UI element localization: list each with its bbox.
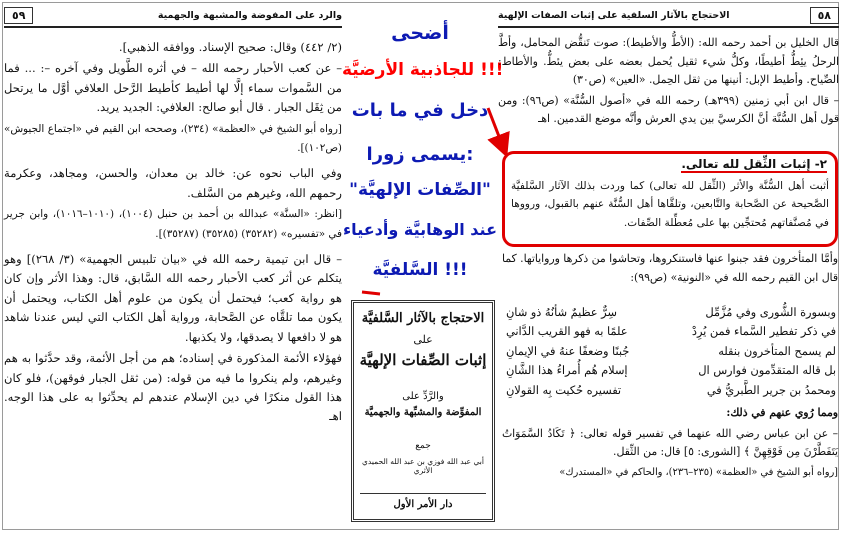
- verse-first-half: لم يسمح المتأخرون بنقله: [718, 344, 836, 358]
- annotation-line: دخل في ما بات: [351, 100, 489, 121]
- cover-author: أبي عبد الله فوزي بن عبد الله الحميدي الأثري: [361, 457, 485, 475]
- verse-row: [506, 384, 836, 403]
- right-paragraph: وأمَّا المتأخرون فقد جبنوا عنها فاستنكروها، وتحاشوا من ذكرها ورواياتها. كما قال ابن القيم رحمه الله في «النونية» (ص٩٩):: [502, 252, 838, 284]
- left-paragraph: – عن كعب الأحبار رحمه الله – في أثره الطَّويل وفي آخره –: ... فما من السَّموات سماء إلَّا لها أطيط كأطيط الرَّحل العلافي أوَّل ما يرتحل من ثِقَل الجبار . قال أبو صالح: العلافي: الجديد يريد.: [4, 61, 342, 115]
- cover-publisher: دار الأمر الأول: [393, 499, 453, 510]
- left-paragraph: (٢/ ٤٤٢) وقال: صحيح الإسناد. ووافقه الذهبي].: [118, 40, 342, 54]
- section-text: أثبت أهل السُّنَّة والأثر (الثِّقل لله تعالى) كما وردت بذلك الآثار السَّلفيَّة الصَّحيحة عن الصَّحابة والتَّابعين، وتلقَّاها أهل السُّنَّة عنهم بالقبول، ورووها في مُصنَّفاتهم مُحتجِّين بها على مُعطِّلة الصِّفات.: [511, 180, 829, 229]
- highlight-box: [502, 151, 838, 247]
- cover-author-label: جمع: [415, 441, 431, 451]
- verse-row: [506, 364, 836, 383]
- cover-title-line: الاحتجاج بالآثار السَّلفيَّة: [361, 311, 485, 326]
- annotation-line: أضحى: [391, 22, 449, 44]
- verse-second-half: جُبنًا وضعفًا عنهُ في الإيمانِ: [506, 344, 630, 358]
- left-reference: [رواه أبو الشيخ في «العظمة» (٢٣٤)، وصححه ابن القيم في «اجتماع الجيوش» (ص١٠٢)].: [4, 122, 342, 155]
- left-paragraph: فهؤلاء الأئمة المذكورة في إسناده؛ هم من أجل الأئمة، وقد حدَّثوا به هم وغيرهم، ولم ينكروا ما فيه من قوله: (من ثقل الجبار فوقهن)، فلو كان هذا القول منكرًا في دين الإسلام عندهم لم يحدِّثوا به على هذا الوجه. اهـ: [4, 351, 342, 424]
- annotation-line: يسمى زورا:: [366, 144, 474, 165]
- annotation-line: "الصِّفات الإلهيَّة": [349, 180, 491, 200]
- right-intro: [498, 34, 839, 131]
- right-paragraph: – قال ابن أبي زمنين (٣٩٩هـ) رحمه الله في «أصول السُّنَّة» (ص٩٦): ومن قول أهل السُّنَّة أنَّ الكرسيَّ بين يدي العرش وأنَّه موضع القدمين. اهـ: [498, 93, 839, 126]
- book-cover: [351, 300, 495, 522]
- annotation-line-red: للجاذبية الأرضيَّة !!!: [342, 60, 504, 80]
- left-header-title: والرد على المفوضة والمشبهة والجهمية: [157, 9, 342, 21]
- right-paragraph: قال الخليل بن أحمد رحمه الله: (الأطُّ والأطيط): صوت تَنقُّض المحامل، وأطَّ الرحلُ يئِطُّ أطيطًا، وكلُّ شيء ثقيل يُحمل بعضه على بعض يئطُّ. والأطاط: الصِّياح. وأطيط الإبل: أنينها من ثقل الحِمل. «العين» (ص٣٠): [498, 36, 839, 87]
- left-page-number: ٥٩: [4, 7, 33, 24]
- verse-second-half: علمًا به فهو القريب الدَّاني: [506, 325, 628, 339]
- footer-reference: [رواه أبو الشيخ في «العظمة» (٢٣٥–٢٣٦)، والحاكم في «المستدرك»: [559, 466, 838, 478]
- verse-row: [506, 325, 836, 344]
- cover-subtitle: والرَّدِّ على: [402, 391, 444, 402]
- verse-second-half: إسلام هُم أُمراءُ هذا الشَّانِ: [506, 364, 628, 378]
- right-page-header: [498, 4, 839, 28]
- right-header-title: الاحتجاج بالآثار السلفية على إثبات الصفات الإلهية: [498, 9, 730, 21]
- verse-second-half: سِرٌّ عظيمٌ شأنُهُ ذو شانِ: [506, 306, 617, 319]
- section-title: ٢- إثبات الثِّقل لله تعالى.: [681, 157, 827, 171]
- verse-first-half: ومحمدُ بن جرير الطَّبريُّ في: [706, 383, 836, 397]
- narrations-title: ومما رُوي عنهم في ذلك:: [726, 406, 838, 419]
- narrations: [502, 404, 838, 484]
- cover-subtitle: المفوِّضة والمشبِّهة والجهميَّة: [364, 407, 482, 418]
- right-page-number: ٥٨: [810, 7, 839, 24]
- left-book-page: [4, 4, 342, 528]
- verse-first-half: في ذكر تفطير السَّماء فمن يُرِدْ: [691, 325, 836, 339]
- annotation-line: السَّلفيَّة !!!: [372, 260, 468, 280]
- cover-title-line: إثبات الصِّفات الإلهيَّة: [359, 351, 487, 369]
- left-paragraph: وفي الباب نحوه عن: خالد بن معدان، والحسن، ومجاهد، وعكرمة رحمهم الله، وغيرهم من السَّلف.: [4, 166, 342, 200]
- left-page-header: [4, 4, 342, 28]
- verse-row: [506, 306, 836, 325]
- left-reference: [انظر: «السنَّة» عبدالله بن أحمد بن حنبل (١٠٠٤)، (١٠١٠–١٠١٦)، وابن جرير في «تفسيره» (٣٥٢٨٢) (٣٥٢٨٥) (٣٥٢٨٧)].: [4, 208, 342, 240]
- narration-text: – عن ابن عباس رضي الله عنهما في تفسير قوله تعالى: ﴿ تَكَادُ السَّمَوَاتُ يَتَفَطَّرْنَ مِن فَوْقِهِنَّ ﴾ [الشورى: ٥] قال: من الثِّقل.: [502, 426, 838, 459]
- left-page-body: [4, 38, 342, 429]
- verse-second-half: تفسيره حُكيت بِه القولانِ: [506, 383, 622, 397]
- verse-row: [506, 345, 836, 364]
- cover-divider: [360, 493, 486, 494]
- verse-first-half: وبسورة الشُّورى وفي مُزَّمِّل: [705, 306, 836, 319]
- cover-title-line: على: [413, 333, 433, 346]
- left-paragraph: – قال ابن تيمية رحمه الله في «بيان تلبيس الجهمية» (٣/ ٢٦٨)] وهو يتكلم عن أثر كعب الأحبار رحمه الله السَّابق، قال: وهذا الأثر وإن كان هو رواية كعب؛ فيحتمل أن يكون من علوم أهل الكتاب، ويحتمل أن يكون مما تلقَّاه عن الصَّحابة، ورواية أهل الكتاب التي ليس عندنا شاهد هو لا دافعها لا يصدقها، ولا يكذبها.: [4, 252, 342, 344]
- after-box-text: [502, 250, 838, 287]
- nuniyya-verses: [506, 306, 836, 403]
- annotation-line: عند الوهابيَّة وأدعياء: [343, 220, 497, 239]
- verse-first-half: بل قاله المتقدِّمون فوارس ال: [698, 364, 836, 378]
